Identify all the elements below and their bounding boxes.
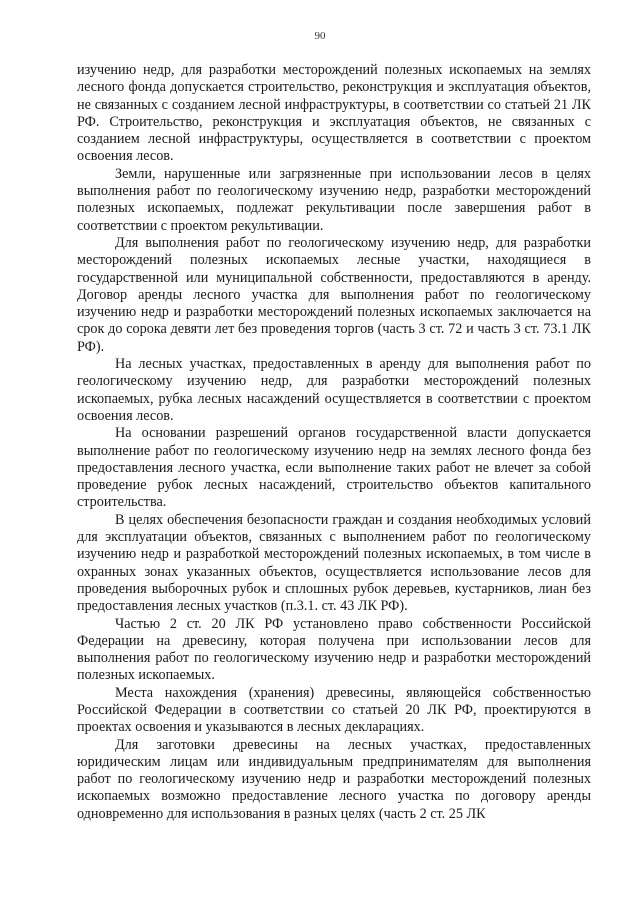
- body-text: [77, 62, 591, 823]
- paragraph: Места нахождения (хранения) древесины, являющейся собственностью Российской Федерации в соответствии со статьей 20 ЛК РФ, проектируются в проектах освоения и указываются в лесных декларациях.: [77, 684, 591, 736]
- paragraph: На основании разрешений органов государственной власти допускается выполнение работ по геологическому изучению недр на землях лесного фонда без предоставления лесного участка, если выполнение таких работ не влечет за собой проведение рубок лесных насаждений, строительство объектов капитального строительства.: [77, 425, 591, 511]
- paragraph: На лесных участках, предоставленных в аренду для выполнения работ по геологическому изучению недр, для разработки месторождений полезных ископаемых, рубка лесных насаждений осуществляется в соответствии с проектом освоения лесов.: [77, 356, 591, 424]
- paragraph: Для выполнения работ по геологическому изучению недр, для разработки месторождений полезных ископаемых лесные участки, находящиеся в государственной или муниципальной собственности, предоставляются в аренду. Договор аренды лесного участка для выполнения работ по геологическому изучению недр и разработки месторождений полезных ископаемых заключается на срок до сорока девяти лет без проведения торгов (часть 3 ст. 72 и часть 3 ст. 73.1 ЛК РФ).: [77, 234, 591, 355]
- paragraph-continuation: изучению недр, для разработки месторождений полезных ископаемых на землях лесного фонда допускается строительство, реконструкция и эксплуатация объектов, не связанных с созданием лесной инфраструктуры, в соответствии со статьей 21 ЛК РФ. Строительство, реконструкция и эксплуатация объектов, не связанных с созданием лесной инфраструктуры, осуществляется в соответствии с проектом освоения лесов.: [77, 62, 591, 165]
- page-number: 90: [314, 30, 326, 42]
- paragraph: Частью 2 ст. 20 ЛК РФ установлено право собственности Российской Федерации на древесину, которая получена при использовании лесов для выполнения работ по геологическому изучению недр и разработки месторождений полезных ископаемых.: [77, 615, 591, 684]
- paragraph: Земли, нарушенные или загрязненные при использовании лесов в целях выполнения работ по геологическому изучению недр, разработки месторождений полезных ископаемых, подлежат рекультивации после завершения работ в соответствии с проектом рекультивации.: [77, 165, 591, 234]
- paragraph: Для заготовки древесины на лесных участках, предоставленных юридическим лицам или индивидуальным предпринимателям для выполнения работ по геологическому изучению недр и разработки месторождений полезных ископаемых возможно предоставление лесного участка по договору аренды одновременно для использования в разных целях (часть 2 ст. 25 ЛК: [77, 736, 591, 822]
- paragraph: В целях обеспечения безопасности граждан и создания необходимых условий для эксплуатации объектов, связанных с выполнением работ по геологическому изучению недр и разработкой месторождений полезных ископаемых, в том числе в охранных зонах указанных объектов, осуществляется использование лесов для проведения выборочных рубок и сплошных рубок деревьев, кустарников, лиан без предоставления лесных участков (п.3.1. ст. 43 ЛК РФ).: [77, 511, 591, 615]
